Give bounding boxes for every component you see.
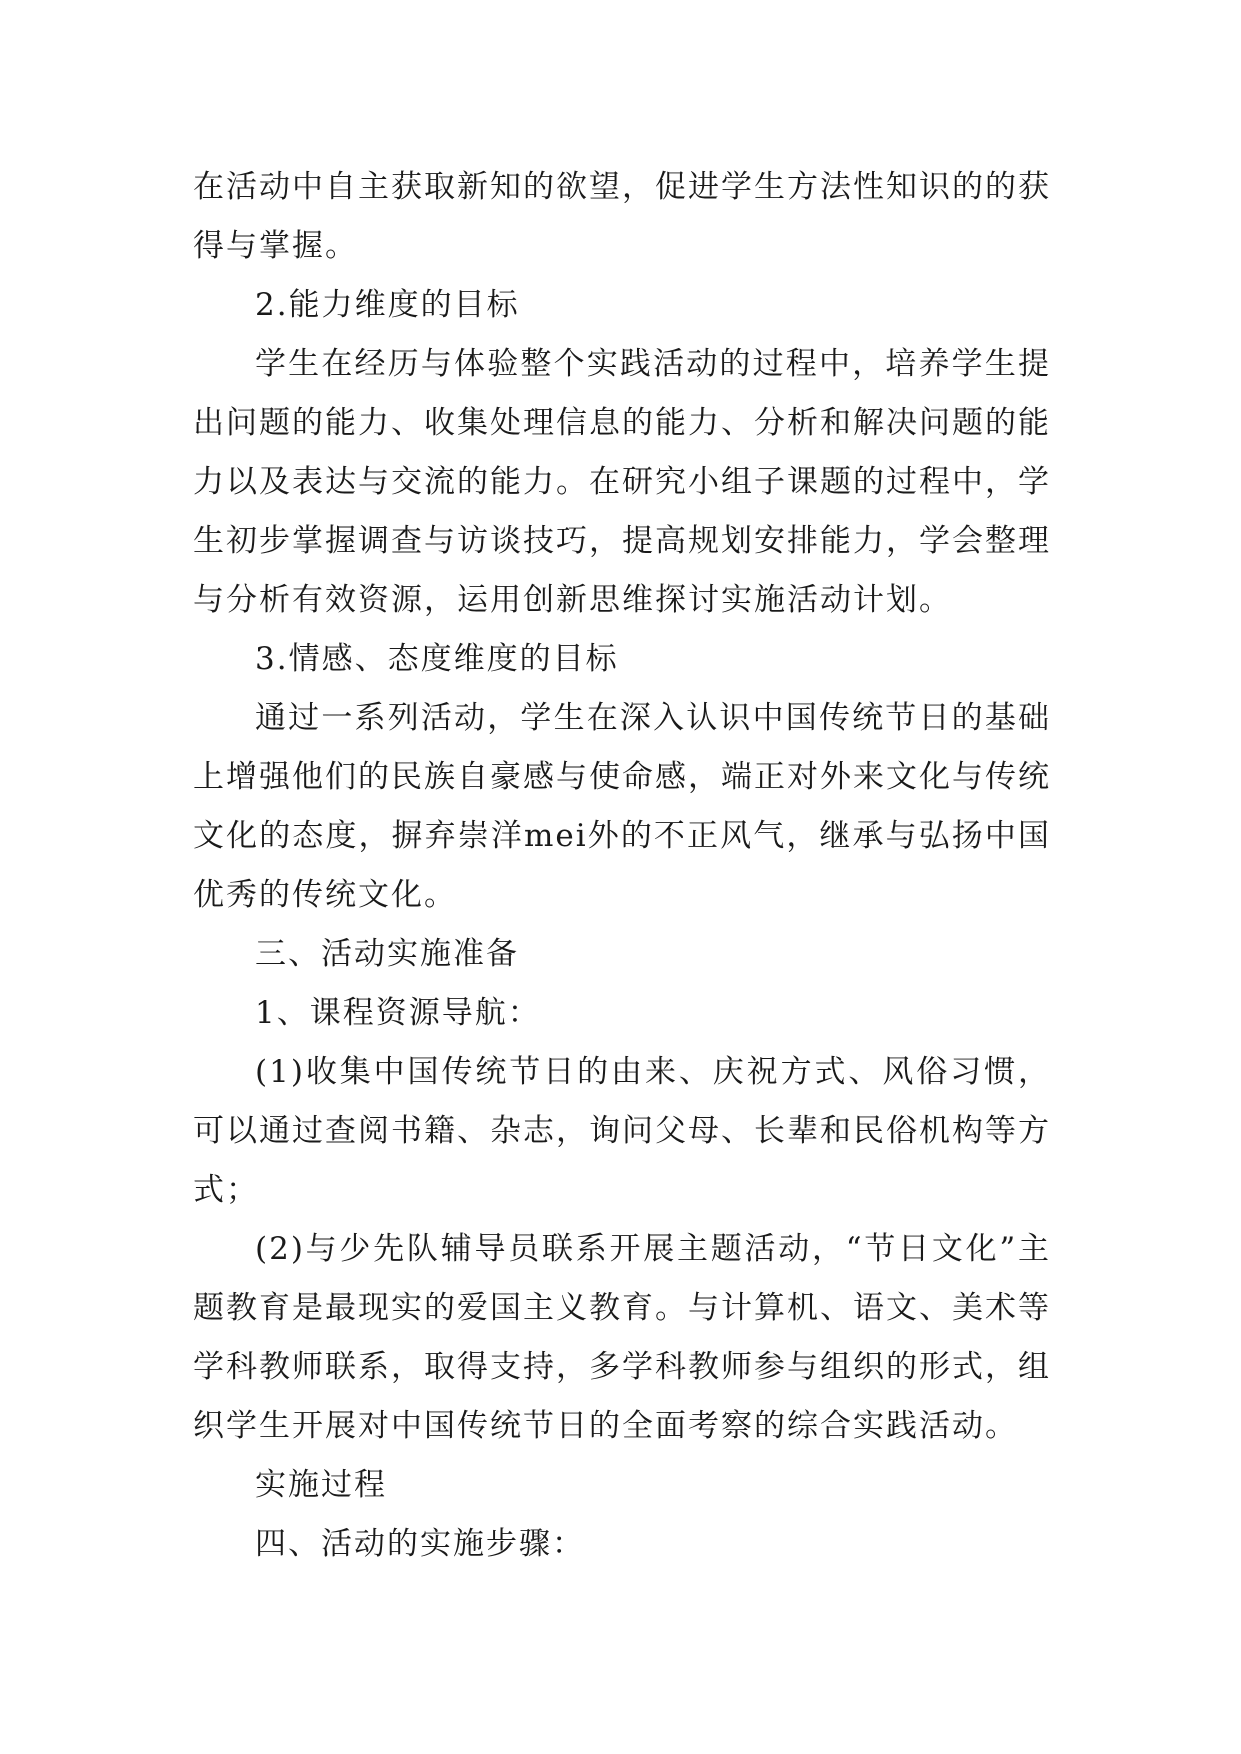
- paragraph-emotion-goals: 通过一系列活动，学生在深入认识中国传统节日的基础上增强他们的民族自豪感与使命感，端正对外来文化与传统文化的态度，摒弃崇洋mei外的不正风气，继承与弘扬中国优秀的传统文化。: [193, 700, 1051, 913]
- heading-implementation-steps: 四、活动的实施步骤：: [255, 1526, 585, 1562]
- paragraph-1: 在活动中自主获取新知的欲望，促进学生方法性知识的的获得与掌握。: [193, 169, 1051, 264]
- heading-implementation-process: 实施过程: [255, 1467, 387, 1503]
- heading-ability-goals: 2.能力维度的目标: [255, 287, 520, 323]
- heading-resource-navigation: 1、课程资源导航：: [255, 995, 541, 1031]
- paragraph-ability-goals: 学生在经历与体验整个实践活动的过程中，培养学生提出问题的能力、收集处理信息的能力、分析和解决问题的能力以及表达与交流的能力。在研究小组子课题的过程中，学生初步掌握调查与访谈技巧，提高规划安排能力，学会整理与分析有效资源，运用创新思维探讨实施活动计划。: [193, 346, 1051, 618]
- paragraph-resource-2: (2)与少先队辅导员联系开展主题活动，“节日文化”主题教育是最现实的爱国主义教育。与计算机、语文、美术等学科教师联系，取得支持，多学科教师参与组织的形式，组织学生开展对中国传统节日的全面考察的综合实践活动。: [193, 1231, 1051, 1444]
- document-body: [193, 158, 1051, 1574]
- heading-preparation: 三、活动实施准备: [255, 936, 519, 972]
- paragraph-resource-1: (1)收集中国传统节日的由来、庆祝方式、风俗习惯，可以通过查阅书籍、杂志，询问父母、长辈和民俗机构等方式；: [193, 1054, 1051, 1208]
- heading-emotion-goals: 3.情感、态度维度的目标: [255, 641, 619, 677]
